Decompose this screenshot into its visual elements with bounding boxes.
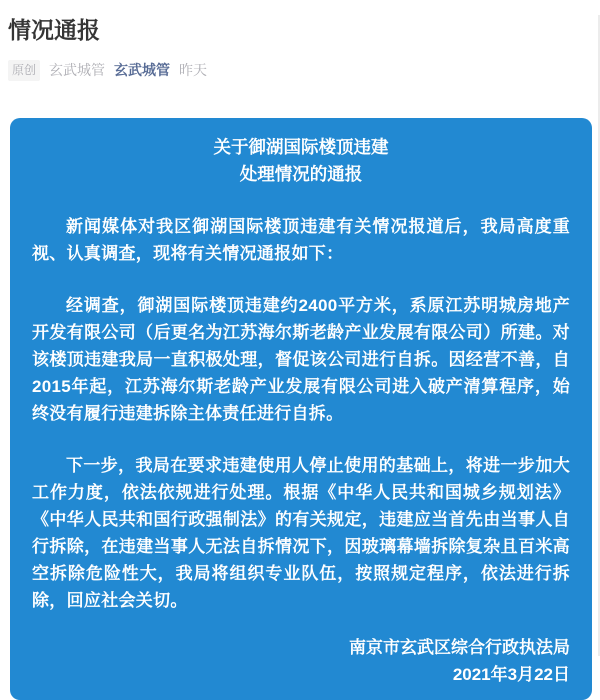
notice-paragraph-next-steps: 下一步，我局在要求违建使用人停止使用的基础上，将进一步加大工作力度，依法依规进行处理。根据《中华人民共和国城乡规划法》《中华人民共和国行政强制法》的有关规定，违建应当首先由当事人自行拆除，在违建当事人无法自拆情况下，因玻璃幕墙拆除复杂且百米高空拆除危险性大，我局将组织专业队伍，按照规定程序，依法进行拆除，回应社会关切。 [32, 456, 570, 610]
signature-org: 南京市玄武区综合行政执法局 [349, 638, 570, 657]
author-name: 玄武城管 [49, 62, 106, 78]
account-link[interactable]: 玄武城管 [114, 62, 171, 78]
notice-heading-line1: 关于御湖国际楼顶违建 [213, 137, 389, 157]
publish-date: 昨天 [179, 62, 208, 78]
notice-paragraph-investigation: 经调查，御湖国际楼顶违建约2400平方米，系原江苏明城房地产开发有限公司（后更名为江苏海尔斯老龄产业发展有限公司）所建。对该楼顶违建我局一直积极处理，督促该公司进行自拆。因经营不善，自2015年起，江苏海尔斯老龄产业发展有限公司进入破产清算程序，始终没有履行违建拆除主体责任进行自拆。 [32, 296, 570, 423]
original-badge: 原创 [8, 60, 40, 81]
notice-paragraph-intro: 新闻媒体对我区御湖国际楼顶违建有关情况报道后，我局高度重视、认真调查，现将有关情况通报如下： [32, 217, 570, 263]
signature-date: 2021年3月22日 [452, 665, 570, 684]
article-page [0, 15, 600, 684]
signature-block [32, 634, 570, 688]
notice-card [10, 118, 592, 700]
notice-heading [32, 134, 570, 188]
page-title: 情况通报 [8, 17, 100, 43]
byline [8, 60, 590, 81]
notice-heading-line2: 处理情况的通报 [239, 164, 363, 184]
